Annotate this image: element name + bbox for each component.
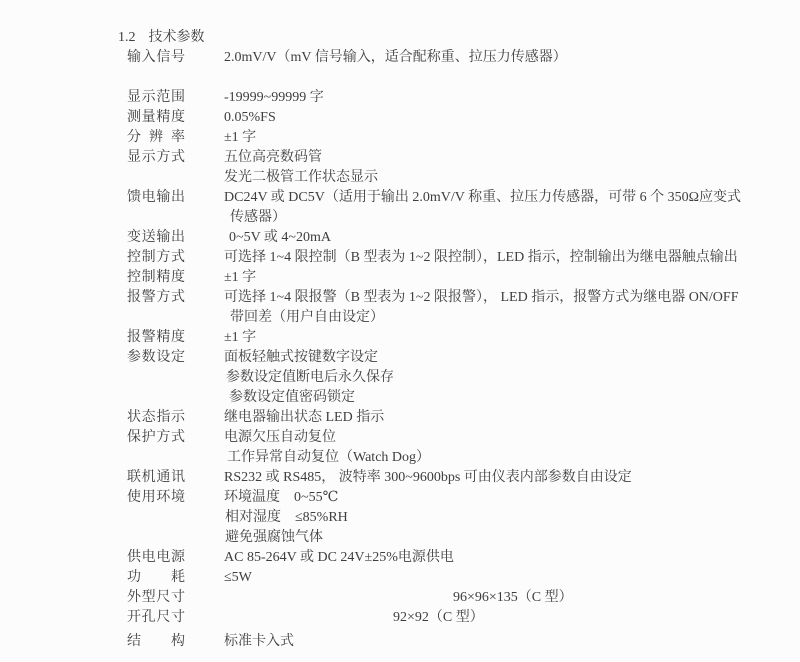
- spec-value: 传感器）: [230, 210, 286, 225]
- spec-row: [0, 508, 800, 528]
- spec-value: 面板轻触式按键数字设定: [224, 350, 378, 365]
- spec-row: [0, 528, 800, 548]
- spec-value: 可选择 1~4 限控制（B 型表为 1~2 限控制），LED 指示，控制输出为继电器触点输出: [224, 250, 738, 265]
- spec-value: 2.0mV/V（mV 信号输入，适合配称重、拉压力传感器）: [224, 50, 567, 65]
- spec-label: 变送输出: [127, 230, 185, 245]
- spec-value: 发光二极管工作状态显示: [224, 170, 378, 185]
- spec-value: 96×96×135（C 型）: [453, 590, 573, 605]
- spec-value: ≤5W: [224, 570, 252, 585]
- spec-row: [0, 88, 800, 108]
- spec-label: 控制方式: [127, 250, 185, 265]
- spec-value: 标准卡入式: [224, 634, 294, 649]
- spec-value: 环境温度 0~55℃: [224, 490, 339, 505]
- spec-label: 开孔尺寸: [127, 610, 185, 625]
- spec-label: 报警方式: [127, 290, 185, 305]
- spec-row: [0, 308, 800, 328]
- section-number: 1.2: [118, 30, 136, 45]
- spec-value: ±1 字: [224, 130, 257, 145]
- spec-value: 可选择 1~4 限报警（B 型表为 1~2 限报警）， LED 指示，报警方式为继电器 ON/OFF: [224, 290, 739, 305]
- spec-row: [0, 548, 800, 568]
- spec-label: 报警精度: [127, 330, 185, 345]
- spec-label: 馈电输出: [127, 190, 185, 205]
- spec-value: 避免强腐蚀气体: [225, 530, 323, 545]
- spec-row: [0, 448, 800, 468]
- spec-label: 状态指示: [127, 410, 185, 425]
- spec-value: 相对湿度 ≤85%RH: [225, 510, 348, 525]
- spec-row: [0, 168, 800, 188]
- spec-row: [0, 208, 800, 228]
- spec-row: [0, 632, 800, 652]
- spec-row: [0, 248, 800, 268]
- spec-value: 0~5V 或 4~20mA: [229, 230, 332, 245]
- section-heading: [0, 0, 800, 48]
- spec-value: 0.05%FS: [224, 110, 276, 125]
- spec-row: [0, 48, 800, 68]
- spec-value: 92×92（C 型）: [393, 610, 484, 625]
- spec-value: 五位高亮数码管: [224, 150, 322, 165]
- spec-row: [0, 128, 800, 148]
- spec-label: 使用环境: [127, 490, 185, 505]
- spec-label: 输入信号: [127, 50, 185, 65]
- spec-row: [0, 148, 800, 168]
- spec-row: [0, 268, 800, 288]
- spec-value: 参数设定值密码锁定: [229, 390, 355, 405]
- spec-row: [0, 568, 800, 588]
- spec-label: 控制精度: [127, 270, 185, 285]
- spec-label: 联机通讯: [127, 470, 185, 485]
- spec-label: 测量精度: [127, 110, 185, 125]
- spec-row: [0, 348, 800, 368]
- spec-value: ±1 字: [224, 270, 257, 285]
- spec-label: 供电电源: [127, 550, 185, 565]
- spec-label: 显示方式: [127, 150, 185, 165]
- spec-label: 结构: [127, 634, 185, 649]
- spec-row: [0, 428, 800, 448]
- spec-row: [0, 368, 800, 388]
- spec-row: [0, 228, 800, 248]
- spec-value: 电源欠压自动复位: [224, 430, 336, 445]
- spec-value: AC 85-264V 或 DC 24V±25%电源供电: [224, 550, 454, 565]
- spec-label: 分辨率: [127, 130, 185, 145]
- spec-value: 参数设定值断电后永久保存: [226, 370, 394, 385]
- spec-row: [0, 188, 800, 208]
- spec-value: RS232 或 RS485， 波特率 300~9600bps 可由仪表内部参数自由设定: [224, 470, 632, 485]
- spec-value: DC24V 或 DC5V（适用于输出 2.0mV/V 称重、拉压力传感器，可带 6 个 350Ω应变式: [224, 190, 742, 205]
- spec-row: [0, 328, 800, 348]
- spec-value: 带回差（用户自由设定）: [230, 310, 384, 325]
- spec-label: 功耗: [127, 570, 185, 585]
- spec-row: [0, 468, 800, 488]
- spec-label: 外型尺寸: [127, 590, 185, 605]
- spec-row: [0, 288, 800, 308]
- spec-value: -19999~99999 字: [224, 90, 324, 105]
- spec-row: [0, 108, 800, 128]
- spec-value: ±1 字: [224, 330, 257, 345]
- spec-value: 继电器输出状态 LED 指示: [224, 410, 385, 425]
- spec-row: [0, 388, 800, 408]
- spec-label: 参数设定: [127, 350, 185, 365]
- spec-row: [0, 608, 800, 628]
- spec-label: 保护方式: [127, 430, 185, 445]
- spec-row: [0, 588, 800, 608]
- section-title: 技术参数: [148, 30, 205, 45]
- spec-label: 显示范围: [127, 90, 185, 105]
- spec-row: [0, 408, 800, 428]
- spec-row: [0, 488, 800, 508]
- spec-list: [0, 48, 800, 652]
- spec-value: 工作异常自动复位（Watch Dog）: [227, 450, 431, 465]
